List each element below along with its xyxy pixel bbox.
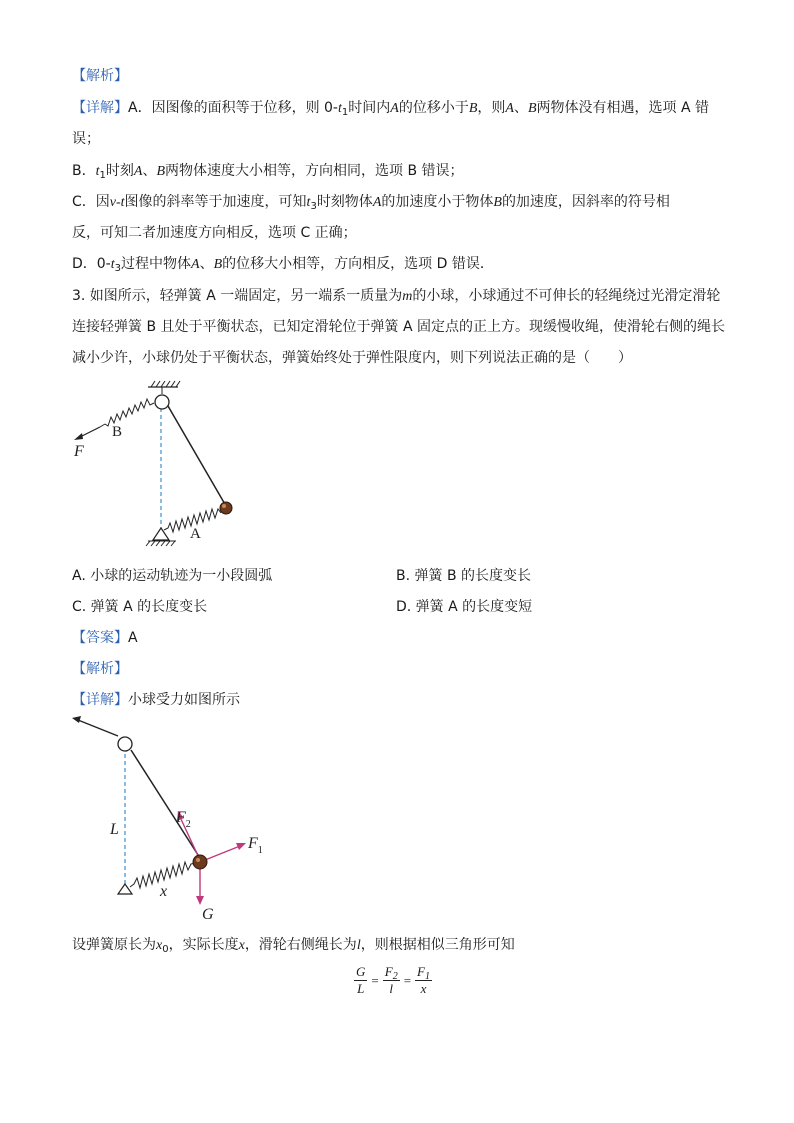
text: A．因图像的面积等于位移，则 0- bbox=[128, 100, 338, 116]
label-f1-main: F bbox=[248, 835, 258, 852]
var-A: A bbox=[133, 164, 143, 179]
numerator bbox=[383, 964, 400, 981]
label-f2 bbox=[175, 809, 191, 830]
fraction-f2-over-l bbox=[383, 964, 400, 997]
detail-tag-2: 【详解】 bbox=[72, 692, 128, 708]
rope-left bbox=[78, 720, 118, 736]
var-A: A bbox=[505, 101, 514, 116]
detail-option-b-line bbox=[72, 161, 464, 182]
text: D．0- bbox=[72, 256, 111, 272]
sub: 0 bbox=[162, 944, 169, 955]
equals-sign: = bbox=[403, 972, 412, 988]
text: 过程中物体 bbox=[121, 256, 192, 272]
option-d: D. 弹簧 A 的长度变短 bbox=[396, 599, 533, 615]
text: 时间内 bbox=[348, 100, 391, 116]
analysis-tag-1: 【解析】 bbox=[72, 68, 128, 84]
ball-highlight bbox=[222, 504, 226, 508]
question-line-2: 连接轻弹簧 B 且处于平衡状态，已知定滑轮位于弹簧 A 固定点的正上方。现缓慢收绳，使滑轮右侧的绳长 bbox=[72, 319, 725, 335]
label-f1 bbox=[247, 835, 263, 856]
text: 时刻 bbox=[105, 163, 134, 179]
ball-icon bbox=[193, 855, 207, 869]
rope-left-arrowhead bbox=[72, 716, 81, 723]
support-triangle bbox=[153, 528, 169, 540]
text: 两物体没有相遇，选项 A 错 bbox=[536, 100, 709, 116]
force-f-arrowhead bbox=[74, 433, 83, 440]
var-B: B bbox=[493, 195, 502, 210]
var-vt: v-t bbox=[109, 195, 125, 210]
text: C．因 bbox=[72, 194, 110, 210]
text: ，则 bbox=[477, 100, 506, 116]
text: 的小球，小球通过不可伸长的轻绳绕过光滑定滑轮 bbox=[412, 288, 721, 304]
fraction-f1-over-x bbox=[415, 964, 432, 997]
question-figure bbox=[60, 378, 260, 548]
fraction-g-over-l bbox=[354, 964, 367, 997]
sub: 1 bbox=[341, 107, 349, 118]
label-x: x bbox=[160, 883, 168, 900]
text: 设弹簧原长为 bbox=[72, 937, 156, 953]
text: ，则根据相似三角形可知 bbox=[360, 937, 515, 953]
equals-sign: = bbox=[371, 972, 379, 988]
setup-line bbox=[72, 935, 515, 956]
text: ，滑轮右侧绳长为 bbox=[244, 937, 357, 953]
num-sub: 2 bbox=[392, 971, 398, 982]
detail-option-c-line bbox=[72, 192, 670, 213]
answer-value: A bbox=[128, 630, 138, 646]
var-B: B bbox=[468, 101, 478, 116]
var-t: t bbox=[306, 195, 311, 210]
label-f1-sub: 1 bbox=[257, 845, 263, 856]
text: 3. 如图所示，轻弹簧 A 一端固定，另一端系一质量为 bbox=[72, 288, 403, 304]
num-main: F bbox=[417, 964, 425, 979]
text: 的加速度，因斜率的符号相 bbox=[501, 194, 670, 210]
detail-option-a-cont: 误； bbox=[72, 131, 100, 147]
label-a: A bbox=[190, 526, 201, 542]
ball-icon bbox=[220, 502, 232, 514]
rope bbox=[131, 750, 200, 858]
numerator: G bbox=[356, 964, 366, 979]
text: B． bbox=[72, 163, 96, 179]
var-t: t bbox=[338, 101, 342, 116]
text: 图像的斜率等于加速度，可知 bbox=[124, 194, 307, 210]
analysis-tag-2: 【解析】 bbox=[72, 661, 128, 677]
force-f1-arrowhead bbox=[236, 843, 246, 850]
rope bbox=[168, 406, 226, 506]
var-m: m bbox=[402, 289, 413, 304]
numerator bbox=[415, 964, 432, 981]
text: 、 bbox=[199, 256, 214, 272]
text: 、 bbox=[142, 163, 157, 179]
label-l: L bbox=[110, 821, 119, 838]
label-f: F bbox=[74, 443, 84, 460]
question-line-1 bbox=[72, 286, 720, 307]
detail-tag-1: 【详解】 bbox=[72, 100, 128, 116]
detail-2-line bbox=[72, 690, 240, 710]
detail-option-c-cont: 反，可知二者加速度方向相反，选项 C 正确； bbox=[72, 225, 357, 241]
num-sub: 1 bbox=[424, 971, 430, 982]
num-main: F bbox=[384, 964, 393, 979]
var-t: t bbox=[95, 164, 100, 179]
force-g-arrowhead bbox=[196, 896, 204, 905]
var-x: x bbox=[156, 938, 163, 953]
pulley-icon bbox=[118, 737, 132, 751]
answer-tag: 【答案】 bbox=[72, 630, 128, 646]
var-B: B bbox=[156, 164, 165, 179]
option-c: C. 弹簧 A 的长度变长 bbox=[72, 599, 208, 615]
option-b: B. 弹簧 B 的长度变长 bbox=[396, 568, 532, 584]
pulley-icon bbox=[155, 395, 169, 409]
var-A: A bbox=[390, 101, 399, 116]
denominator: l bbox=[389, 981, 394, 996]
denominator: x bbox=[420, 981, 427, 996]
text: 、 bbox=[513, 100, 528, 116]
text: ，实际长度 bbox=[168, 937, 239, 953]
spring-b bbox=[105, 399, 154, 426]
similar-triangle-formula bbox=[354, 964, 432, 997]
sub: 3 bbox=[310, 201, 317, 212]
var-x: x bbox=[238, 938, 245, 953]
ceiling-hatch bbox=[151, 381, 180, 387]
text: 时刻物体 bbox=[316, 194, 373, 210]
label-f2-sub: 2 bbox=[185, 819, 191, 830]
label-f2-main: F bbox=[176, 809, 186, 826]
label-b: B bbox=[112, 424, 123, 440]
answer-line bbox=[72, 628, 138, 648]
var-l: l bbox=[356, 938, 361, 953]
detail-option-a-line bbox=[72, 98, 709, 119]
label-g: G bbox=[202, 906, 214, 923]
var-A: A bbox=[191, 257, 200, 272]
text: 的加速度小于物体 bbox=[381, 194, 494, 210]
var-B: B bbox=[527, 101, 537, 116]
force-figure bbox=[60, 712, 280, 927]
sub: 1 bbox=[99, 170, 106, 181]
var-t: t bbox=[110, 257, 115, 272]
ground-hatch bbox=[146, 541, 175, 546]
ball-highlight bbox=[196, 858, 200, 862]
detail-option-d-line bbox=[72, 254, 494, 275]
spring-b-end bbox=[100, 424, 105, 427]
var-A: A bbox=[372, 195, 382, 210]
detail-2-text: 小球受力如图所示 bbox=[128, 692, 240, 708]
text: 的位移大小相等，方向相反，选项 D 错误． bbox=[222, 256, 494, 272]
text: 的位移小于 bbox=[398, 100, 469, 116]
text: 两物体速度大小相等，方向相同，选项 B 错误； bbox=[165, 163, 464, 179]
sub: 3 bbox=[114, 263, 122, 274]
option-a: A. 小球的运动轨迹为一小段圆弧 bbox=[72, 568, 273, 584]
var-B: B bbox=[213, 257, 223, 272]
denominator: L bbox=[357, 981, 365, 996]
support-triangle bbox=[118, 884, 132, 894]
question-line-3: 减小少许，小球仍处于平衡状态，弹簧始终处于弹性限度内，则下列说法正确的是（ ） bbox=[72, 350, 632, 366]
